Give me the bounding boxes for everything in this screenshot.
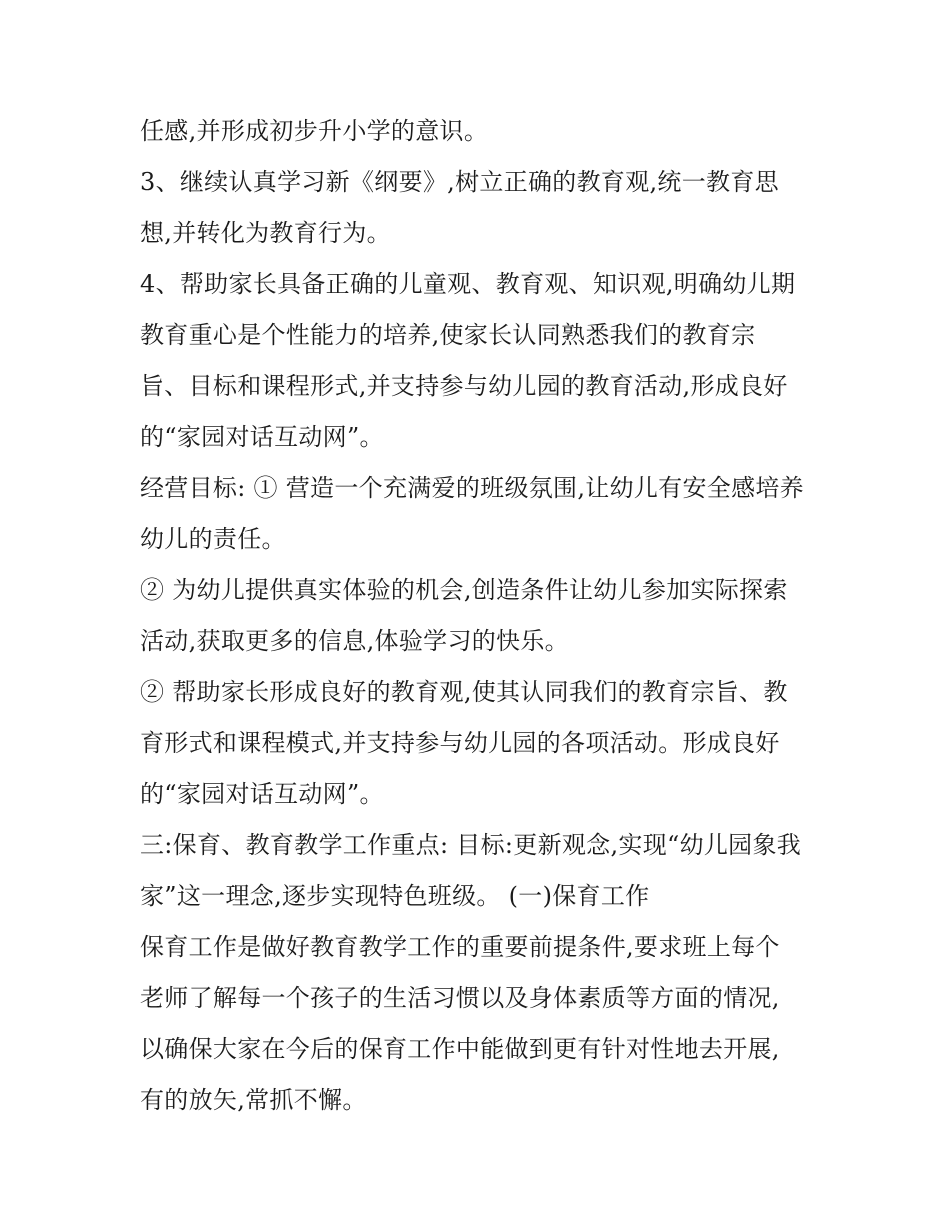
text-line: 的“家园对话互动网”。 — [140, 423, 384, 451]
text-line: 3、继续认真学习新《纲要》,树立正确的教育观,统一教育思 — [140, 168, 779, 196]
text-line: 的“家园对话互动网”。 — [140, 780, 384, 808]
text-line: 育形式和课程模式,并支持参与幼儿园的各项活动。形成良好 — [140, 729, 780, 757]
text-line: 老师了解每一个孩子的生活习惯以及身体素质等方面的情况, — [140, 984, 780, 1012]
text-line: 经营目标: ① 营造一个充满爱的班级氛围,让幼儿有安全感培养 — [140, 474, 804, 502]
text-line: 旨、目标和课程形式,并支持参与幼儿园的教育活动,形成良好 — [140, 372, 788, 400]
text-line: 想,并转化为教育行为。 — [140, 219, 391, 247]
text-line: 保育工作是做好教育教学工作的重要前提条件,要求班上每个 — [140, 933, 780, 961]
text-line: 家”这一理念,逐步实现特色班级。 (一)保育工作 — [140, 882, 650, 910]
text-line: 活动,获取更多的信息,体验学习的快乐。 — [140, 627, 569, 655]
text-line: 4、帮助家长具备正确的儿童观、教育观、知识观,明确幼儿期 — [140, 270, 796, 298]
text-line: 任感,并形成初步升小学的意识。 — [140, 117, 489, 145]
text-line: ② 帮助家长形成良好的教育观,使其认同我们的教育宗旨、教 — [140, 678, 788, 706]
text-line: ② 为幼儿提供真实体验的机会,创造条件让幼儿参加实际探索 — [140, 576, 788, 604]
document-body — [140, 106, 820, 1126]
text-line: 以确保大家在今后的保育工作中能做到更有针对性地去开展, — [140, 1035, 780, 1063]
text-line: 有的放矢,常抓不懈。 — [140, 1086, 367, 1114]
text-line: 教育重心是个性能力的培养,使家长认同熟悉我们的教育宗 — [140, 321, 756, 349]
text-line: 幼儿的责任。 — [140, 525, 286, 553]
text-line: 三:保育、教育教学工作重点: 目标:更新观念,实现“幼儿园象我 — [140, 831, 802, 859]
